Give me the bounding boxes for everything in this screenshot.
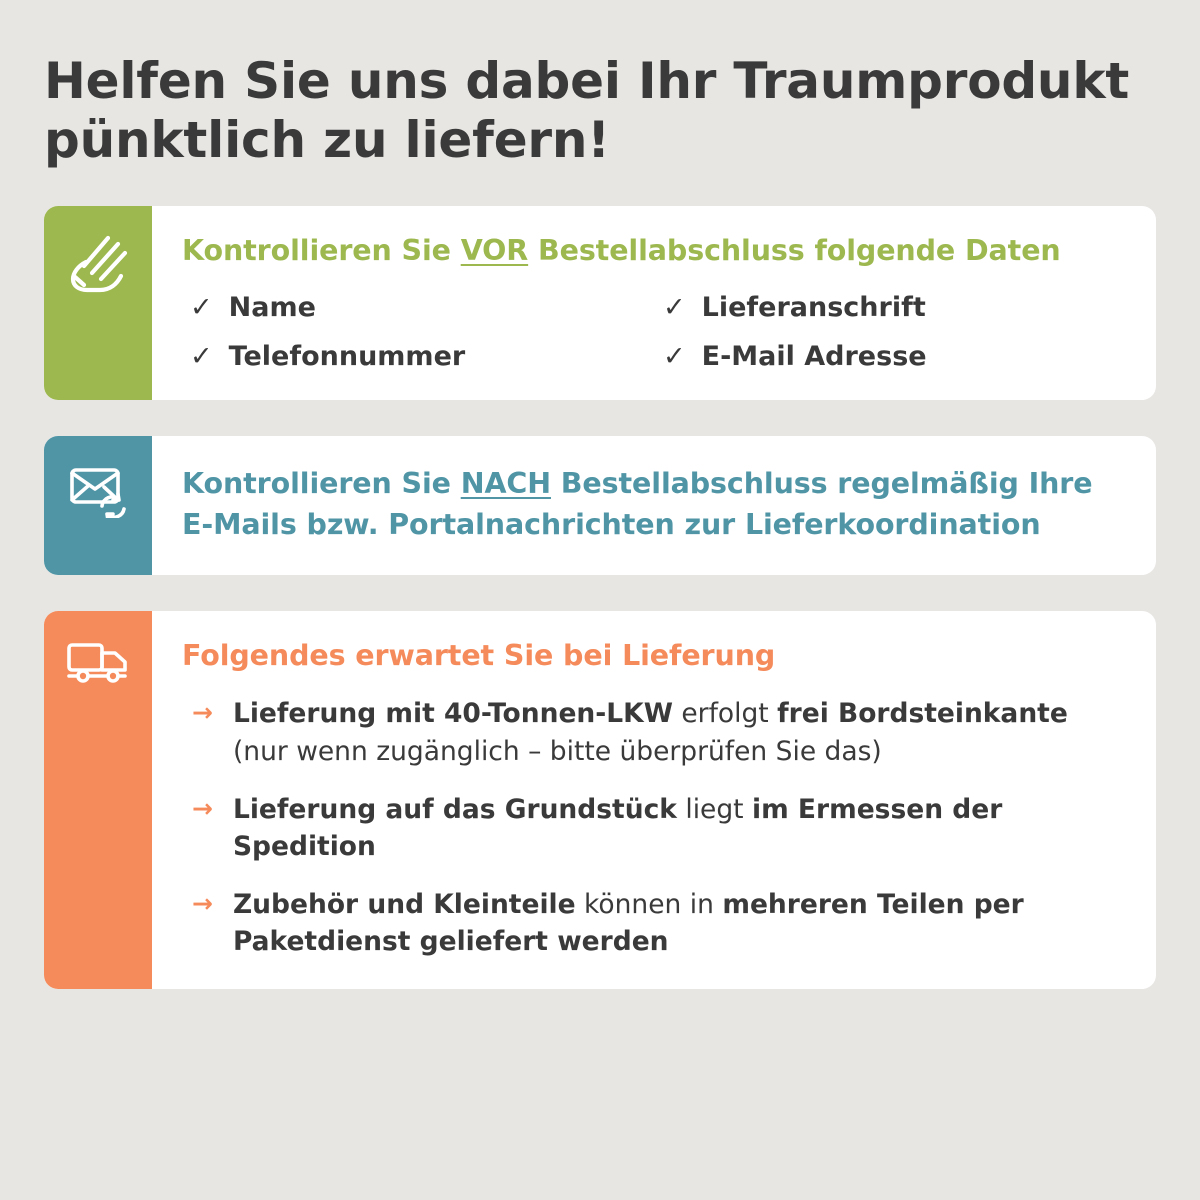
card-title-pre-order	[182, 232, 1126, 270]
bullet-segment: können in	[575, 888, 723, 920]
card-post-order-check	[44, 436, 1156, 575]
card-title-prefix: Kontrollieren Sie	[182, 234, 461, 267]
bullet-segment-bold: Zubehör und Kleinteile	[232, 888, 576, 920]
card-title-emphasis: VOR	[460, 234, 529, 267]
checklist-label: E-Mail Adresse	[701, 341, 927, 373]
page-title: Helfen Sie uns dabei Ihr Traumprodukt pünktlich zu liefern!	[44, 52, 1130, 169]
checklist-label: Telefonnummer	[228, 341, 466, 373]
bullet-segment-bold: frei Bordsteinkante	[777, 698, 1068, 730]
bullet-text	[233, 791, 1126, 866]
card-title-prefix: Kontrollieren Sie	[182, 467, 461, 501]
bullet-segment-bold: Lieferung mit 40-Tonnen-LKW	[232, 698, 673, 730]
arrow-right-icon: →	[192, 698, 213, 728]
bullet-segment: (nur wenn zugänglich – bitte überprüfen Sie das)	[232, 735, 882, 767]
checklist-label: Lieferanschrift	[701, 292, 926, 324]
arrow-right-icon: →	[192, 793, 213, 823]
card-pre-order-check	[44, 206, 1156, 400]
bullet-segment: liegt	[676, 793, 752, 825]
hand-check-icon	[66, 232, 130, 294]
list-item	[192, 886, 1126, 961]
card-title-suffix: Bestellabschluss folgende Daten	[528, 234, 1061, 267]
list-item	[663, 341, 1126, 372]
card-delivery-info	[44, 611, 1156, 989]
card-body-pre-order	[152, 206, 1156, 400]
delivery-bullet-list	[182, 695, 1126, 961]
check-icon: ✓	[663, 341, 686, 373]
card-icon-strip-orange	[44, 611, 152, 989]
bullet-segment-bold: Lieferung auf das Grundstück	[232, 793, 677, 825]
bullet-text	[233, 886, 1126, 961]
checklist	[182, 292, 1126, 372]
card-title-suffix: Bestellabschluss regelmäßig Ihre E-Mails bzw. Portalnachrichten zur Lieferkoordination	[182, 467, 1093, 541]
checklist-label: Name	[228, 292, 316, 324]
card-body-post-order	[152, 436, 1156, 575]
bullet-segment: erfolgt	[672, 698, 778, 730]
check-icon: ✓	[190, 341, 213, 373]
card-title-emphasis: NACH	[460, 467, 551, 501]
list-item	[192, 695, 1126, 770]
card-body-delivery	[152, 611, 1156, 989]
truck-icon	[65, 637, 131, 687]
check-icon: ✓	[663, 292, 686, 324]
list-item	[190, 292, 653, 323]
card-title-delivery: Folgendes erwartet Sie bei Lieferung	[182, 639, 776, 673]
arrow-right-icon: →	[192, 888, 213, 918]
list-item	[192, 791, 1126, 866]
list-item	[190, 341, 653, 372]
card-icon-strip-teal	[44, 436, 152, 575]
envelope-refresh-icon	[66, 462, 130, 518]
card-title-post-order	[182, 464, 1122, 545]
bullet-segment-bold: mehreren Teilen per Paketdienst geliefert werden	[232, 888, 1024, 958]
bullet-segment-bold: im Ermessen der Spedition	[232, 793, 1003, 863]
check-icon: ✓	[190, 292, 213, 324]
list-item	[663, 292, 1126, 323]
card-icon-strip-green	[44, 206, 152, 400]
bullet-text	[233, 695, 1126, 770]
